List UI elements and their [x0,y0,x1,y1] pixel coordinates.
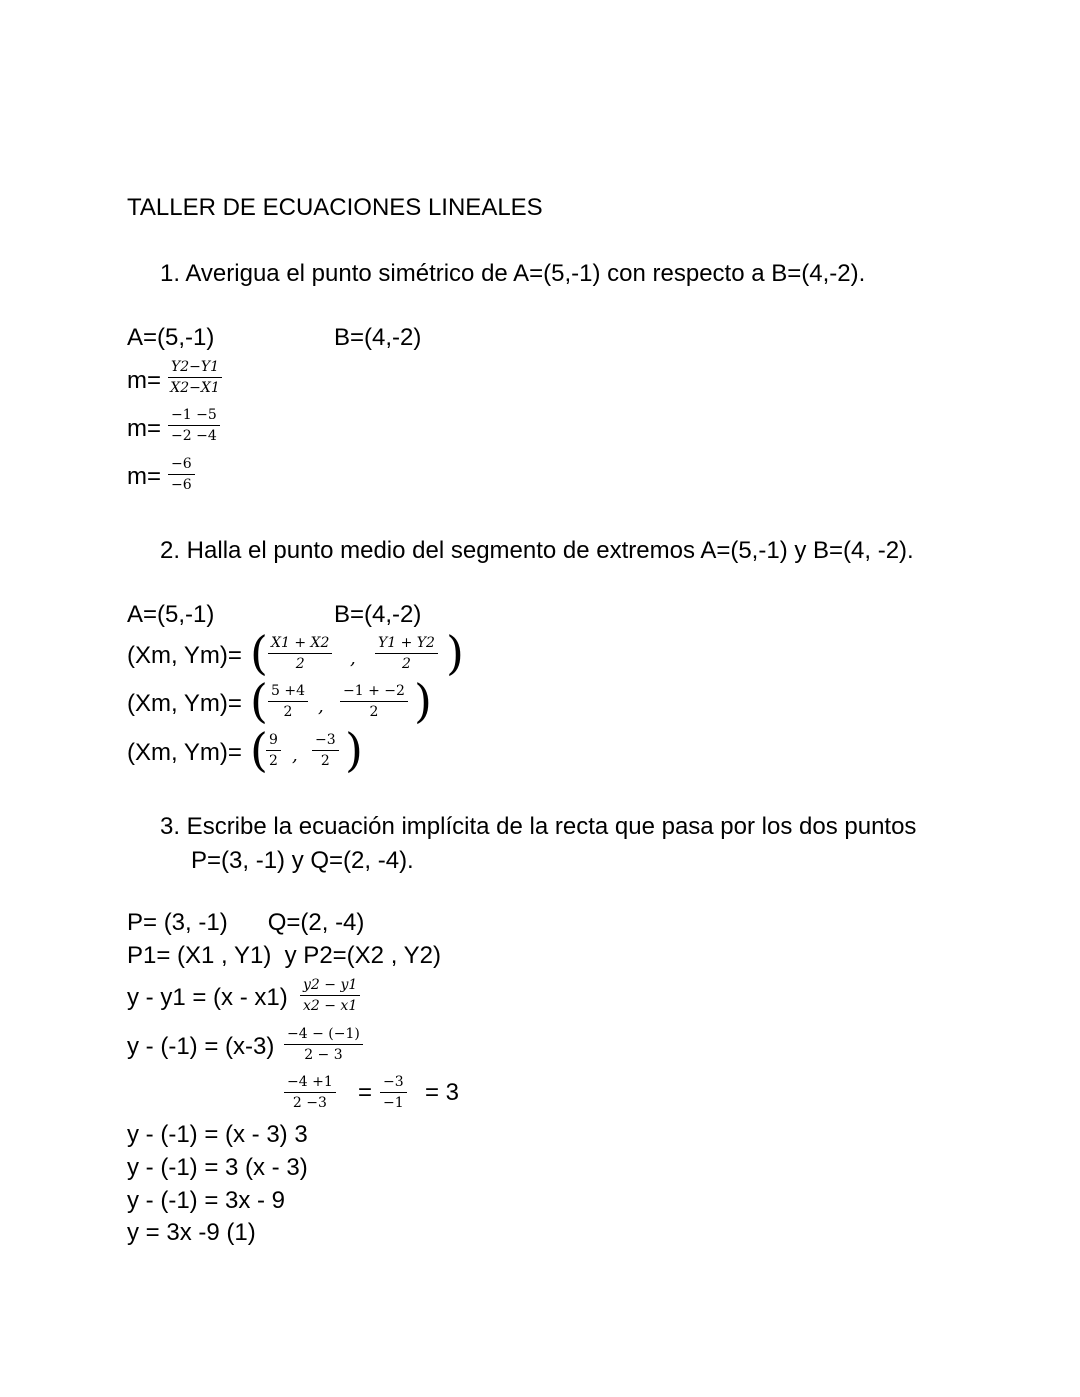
denominator: 2 [369,704,379,720]
numerator: −4 +1 [284,1073,336,1093]
numerator: Y2−Y1 [168,358,222,378]
problem-3-statement-line-2: P=(3, -1) y Q=(2, -4). [191,847,414,874]
numerator: −1 + −2 [340,682,408,702]
numerator: −4 − (−1) [284,1025,363,1045]
p3-slope-calc-2 [380,1073,407,1112]
p2-midpoint-subst-x [268,682,308,721]
numerator: y2 − y1 [300,976,360,996]
denominator: −6 [171,477,192,493]
p2-midpoint-formula-y [375,634,438,673]
numerator: 5 +4 [268,682,308,702]
denominator: 2 [283,704,293,720]
right-paren: ) [414,674,432,728]
denominator: −2 −4 [171,428,217,444]
p1-point-a: A=(5,-1) [127,324,215,351]
problem-1-statement: 1. Averigua el punto simétrico de A=(5,-1) con respecto a B=(4,-2). [160,260,866,287]
comma: , [318,696,324,717]
numerator: −6 [168,455,195,475]
right-paren: ) [345,723,363,777]
p2-midpoint-formula-x [268,634,332,673]
p3-formula-lhs: y - y1 = (x - x1) [127,984,288,1011]
denominator: x2 − x1 [303,998,358,1014]
p3-slope-formula [300,976,360,1015]
numerator: −3 [380,1073,407,1093]
left-paren: ( [250,674,268,728]
comma: , [350,648,356,669]
numerator: X1 + X2 [268,634,332,654]
p1-slope-formula [168,358,222,397]
right-paren: ) [446,626,464,680]
numerator: Y1 + Y2 [375,634,438,654]
p2-midpoint-label-1: (Xm, Ym)= [127,642,242,669]
numerator: −3 [312,731,339,751]
p3-step-3: y - (-1) = 3x - 9 [127,1187,286,1214]
p3-slope-calc [284,1073,336,1112]
p2-point-b: B=(4,-2) [334,601,422,628]
comma: , [292,745,298,766]
p3-general-points: P1= (X1 , Y1) y P2=(X2 , Y2) [127,942,441,969]
p3-step-2: y - (-1) = 3 (x - 3) [127,1154,308,1181]
p2-midpoint-result-x [266,731,281,770]
p2-midpoint-subst-y [340,682,408,721]
denominator: 2 [402,656,411,672]
denominator: 2 [295,656,305,672]
p2-midpoint-result-y [312,731,339,770]
numerator: 9 [266,731,281,751]
p1-m-label-3: m= [127,463,162,490]
p1-m-label-1: m= [127,367,162,394]
p3-step-1: y - (-1) = (x - 3) 3 [127,1121,308,1148]
left-paren: ( [250,626,268,680]
problem-3-statement-line-1: 3. Escribe la ecuación implícita de la recta que pasa por los dos puntos [160,813,917,840]
p1-point-b: B=(4,-2) [334,324,422,351]
denominator: 2 −3 [292,1095,327,1111]
denominator: 2 [320,753,330,769]
p1-m-label-2: m= [127,415,162,442]
left-paren: ( [250,723,268,777]
denominator: X2−X1 [170,380,220,396]
page-title: TALLER DE ECUACIONES LINEALES [127,194,543,221]
p2-point-a: A=(5,-1) [127,601,215,628]
problem-2-statement: 2. Halla el punto medio del segmento de extremos A=(5,-1) y B=(4, -2). [160,537,914,564]
denominator: 2 − 3 [304,1047,343,1063]
p2-midpoint-label-2: (Xm, Ym)= [127,690,242,717]
numerator: −1 −5 [168,406,220,426]
p3-slope-substituted [284,1025,363,1064]
denominator: −1 [383,1095,404,1111]
p1-slope-result [168,455,195,494]
p3-substitution-lhs: y - (-1) = (x-3) [127,1033,275,1060]
denominator: 2 [269,753,278,769]
p3-step-4: y = 3x -9 (1) [127,1219,256,1246]
p3-points: P= (3, -1) Q=(2, -4) [127,909,365,936]
p3-slope-result: = 3 [425,1079,460,1106]
p2-midpoint-label-3: (Xm, Ym)= [127,739,242,766]
p1-slope-substituted [168,406,220,445]
equals-sign: = [358,1079,373,1106]
